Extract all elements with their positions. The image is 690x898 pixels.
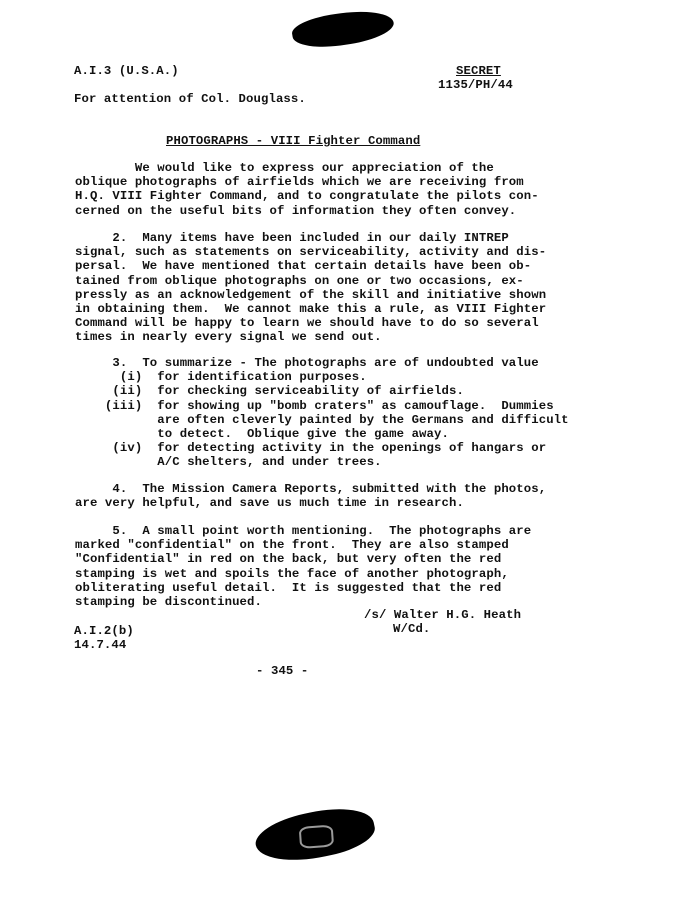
paragraph-line: 5. A small point worth mentioning. The photographs are <box>75 524 532 538</box>
paragraph-line: in obtaining them. We cannot make this a rule, as VIII Fighter <box>75 302 547 317</box>
paragraph-line: stamping be discontinued. <box>75 595 262 610</box>
paragraph-line: 3. To summarize - The photographs are of undoubted value <box>75 356 539 370</box>
paragraph-line: 4. The Mission Camera Reports, submitted with the photos, <box>75 482 547 496</box>
file-reference-number: 1135/PH/44 <box>438 78 513 92</box>
office-reference: A.I.2(b) <box>74 624 134 638</box>
reference-code: A.I.3 (U.S.A.) <box>74 64 179 78</box>
page-number: - 345 - <box>256 664 309 678</box>
paragraph-line: tained from oblique photographs on one or two occasions, ex- <box>75 273 524 288</box>
stamp-remnant-icon <box>299 825 334 849</box>
paragraph-line: marked "confidential" on the front. They are also stamped <box>75 538 509 553</box>
list-item: (ii) for checking serviceability of airfields. <box>75 384 464 399</box>
list-item: (i) for identification purposes. <box>75 370 367 385</box>
paragraph-line: pressly as an acknowledgement of the skill and initiative shown <box>75 287 547 302</box>
paragraph-line: stamping is wet and spoils the face of another photograph, <box>75 566 509 581</box>
paragraph-line: Command will be happy to learn we should have to do so several <box>75 316 539 331</box>
paragraph-5 <box>75 524 531 609</box>
paragraph-line: persal. We have mentioned that certain details have been ob- <box>75 259 532 274</box>
document-title: PHOTOGRAPHS - VIII Fighter Command <box>166 134 421 148</box>
attention-line: For attention of Col. Douglass. <box>74 92 306 106</box>
classification-label: SECRET <box>456 64 501 78</box>
document-date: 14.7.44 <box>74 638 127 652</box>
signature-name: /s/ Walter H.G. Heath <box>364 608 522 622</box>
redaction-mark-top <box>290 5 396 53</box>
paragraph-3 <box>75 356 569 470</box>
list-item: (iv) for detecting activity in the openings of hangars or <box>75 441 547 456</box>
paragraph-1 <box>75 161 539 218</box>
signature-rank: W/Cd. <box>393 622 431 636</box>
list-item: to detect. Oblique give the game away. <box>75 427 449 442</box>
paragraph-line: "Confidential" in red on the back, but very often the red <box>75 552 502 567</box>
paragraph-line: oblique photographs of airfields which we are receiving from <box>75 175 524 190</box>
paragraph-line: signal, such as statements on serviceability, activity and dis- <box>75 245 547 260</box>
paragraph-line: We would like to express our appreciation of the <box>75 161 494 175</box>
paragraph-line: times in nearly every signal we send out. <box>75 330 382 345</box>
list-item: (iii) for showing up "bomb craters" as camouflage. Dummies <box>75 398 554 413</box>
list-item: A/C shelters, and under trees. <box>75 455 382 470</box>
paragraph-4 <box>75 482 546 510</box>
paragraph-line: H.Q. VIII Fighter Command, and to congratulate the pilots con- <box>75 189 539 204</box>
paragraph-line: obliterating useful detail. It is suggested that the red <box>75 580 502 595</box>
redaction-mark-bottom <box>252 800 379 870</box>
paragraph-line: cerned on the useful bits of information they often convey. <box>75 203 517 218</box>
paragraph-line: 2. Many items have been included in our daily INTREP <box>75 231 509 245</box>
paragraph-2 <box>75 231 546 345</box>
paragraph-line: are very helpful, and save us much time in research. <box>75 496 464 511</box>
list-item: are often cleverly painted by the Germans and difficult <box>75 412 569 427</box>
